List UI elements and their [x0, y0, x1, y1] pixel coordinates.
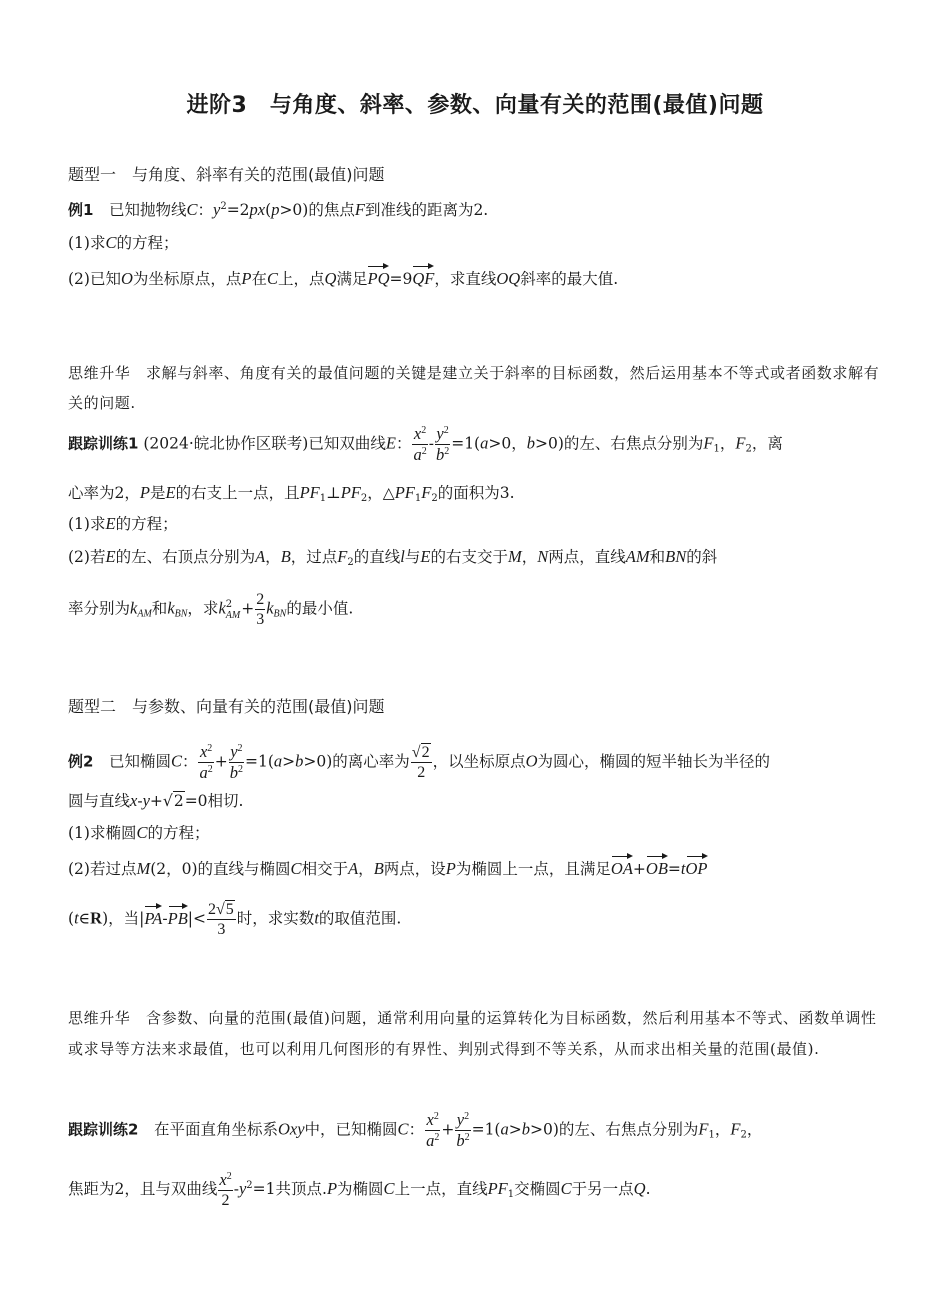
- practice-1: 跟踪训练1 (2024·皖北协作区联考)已知双曲线E： $\frac{x^2}{a^2}$ - $\frac{y^2}{b^2}$ =1(a>0，b>0)的左、右焦点分别为$F_1$，$F_2$，离: [68, 424, 783, 464]
- thinking-label: 思维升华: [68, 1009, 131, 1027]
- section-heading-1: 题型一 与角度、斜率有关的范围(最值)问题: [68, 165, 385, 184]
- example-1-question-1: (1)求C的方程；: [68, 233, 179, 252]
- example-2: 例2 已知椭圆C： $\frac{x^2}{a^2}$ + $\frac{y^2}{b^2}$ =1(a>b>0)的离心率为 $\frac{√2}{2}$ ，以坐标原点O为圆心，椭圆的短半轴长为半径的: [68, 742, 771, 782]
- example-1: 例1 已知抛物线C：$y^2=2px(p>0)$的焦点F到准线的距离为2.: [68, 200, 489, 219]
- example-label: 例1: [68, 201, 94, 219]
- document-page: 进阶3 与角度、斜率、参数、向量有关的范围(最值)问题 题型一 与角度、斜率有关的范围(最值)问题 例1 已知抛物线C：$y^2=2px(p>0)$的焦点F到准线的距离为2. (1)求C的方程； (2)已知O为坐标原点，点P在C上，点Q满足PQ=9QF，求直线OQ斜率的最大值. 思维升华 求解与斜率、角度有关的最值问题的关键是建立关于斜率的目标函数，然后运用基本不等式或者函数求解有关的问题. 跟踪训练1 (2024·皖北协作区联考)已知双曲线E： $\frac{x^2}{a^2}$ - $\frac{y^2}{b^2}$ =1(a>0，b>0)的左、右焦点分别为$F_1$，$F_2$，离 心率为2，P是E的右支上一点，且$PF_1\perp PF_2$，$\triangle PF_1F_2$的面积为3. (1)求E的方程； (2)若E的左、右顶点分别为A，B，过点$F_2$的直线l与E的右支交于M，N两点，直线AM和BN的斜 率分别为$k_{AM}$和$k_{BN}$，求k 2 AM + $\frac{2}{3}$ $k_{BN}$的最小值. 题型二 与参数、向量有关的范围(最值)问题 例2 已知椭圆C： $\frac{x^2}{a^2}$ + $\frac{y^2}{b^2}$ =1(a>b>0)的离心率为 $\frac{√2}{2}$ ，以坐标原点O为圆心，椭圆的短半轴长为半径的 圆与直线x-y+√2=0相切. (1)求椭圆C的方程； (2)若过点M(2，0)的直线与椭圆C相交于A，B两点，设P为椭圆上一点，且满足OA+OB=tOP (t∈R)，当|PA-PB|< $\frac{2√5}{3}$ 时，求实数t的取值范围. 思维升华 含参数、向量的范围(最值)问题，通常利用向量的运算转化为目标函数，然后利用基本不等式、函数单调性或求导等方法来求最值，也可以利用几何图形的有界性、判别式得到不等关系，从而求出相关量的范围(最值). 跟踪训练2 在平面直角坐标系Oxy中，已知椭圆C： $\frac{x^2}{a^2}$ + $\frac{y^2}{b^2}$ =1(a>b>0)的左、右焦点分别为$F_1$，$F_2$， 焦距为2，且与双曲线 $\frac{x^2}{2}$ $-y^2=1$共顶点.P为椭圆C上一点，直线$PF_1$交椭圆C于另一点Q.: [0, 0, 950, 1290]
- example-2-question-1: (1)求椭圆C的方程；: [68, 823, 210, 842]
- example-label: 例2: [68, 752, 94, 771]
- practice-2: 跟踪训练2 在平面直角坐标系Oxy中，已知椭圆C： $\frac{x^2}{a^2}$ + $\frac{y^2}{b^2}$ =1(a>b>0)的左、右焦点分别为$F_1$，$F_2$，: [68, 1110, 763, 1150]
- practice-label: 跟踪训练1: [68, 434, 139, 453]
- thinking-note-2: 思维升华 含参数、向量的范围(最值)问题，通常利用向量的运算转化为目标函数，然后利用基本不等式、函数单调性或求导等方法来求最值，也可以利用几何图形的有界性、判别式得到不等关系，从而求出相关量的范围(最值).: [68, 1009, 877, 1058]
- example-2-question-2: (2)若过点M(2，0)的直线与椭圆C相交于A，B两点，设P为椭圆上一点，且满足OA+OB=tOP: [68, 855, 882, 880]
- page-title: 进阶3 与角度、斜率、参数、向量有关的范围(最值)问题: [186, 93, 764, 118]
- section-heading-2: 题型二 与参数、向量有关的范围(最值)问题: [68, 697, 385, 716]
- practice-1-question-2: (2)若E的左、右顶点分别为A，B，过点$F_2$的直线l与E的右支交于M，N两点，直线AM和BN的斜: [68, 547, 718, 568]
- thinking-label: 思维升华: [68, 364, 131, 382]
- practice-1-question-1: (1)求E的方程；: [68, 514, 178, 533]
- example-1-question-2: (2)已知O为坐标原点，点P在C上，点Q满足PQ=9QF，求直线OQ斜率的最大值.: [68, 265, 882, 290]
- thinking-note-1: 思维升华 求解与斜率、角度有关的最值问题的关键是建立关于斜率的目标函数，然后运用基本不等式或者函数求解有关的问题.: [68, 364, 880, 412]
- practice-label: 跟踪训练2: [68, 1120, 139, 1139]
